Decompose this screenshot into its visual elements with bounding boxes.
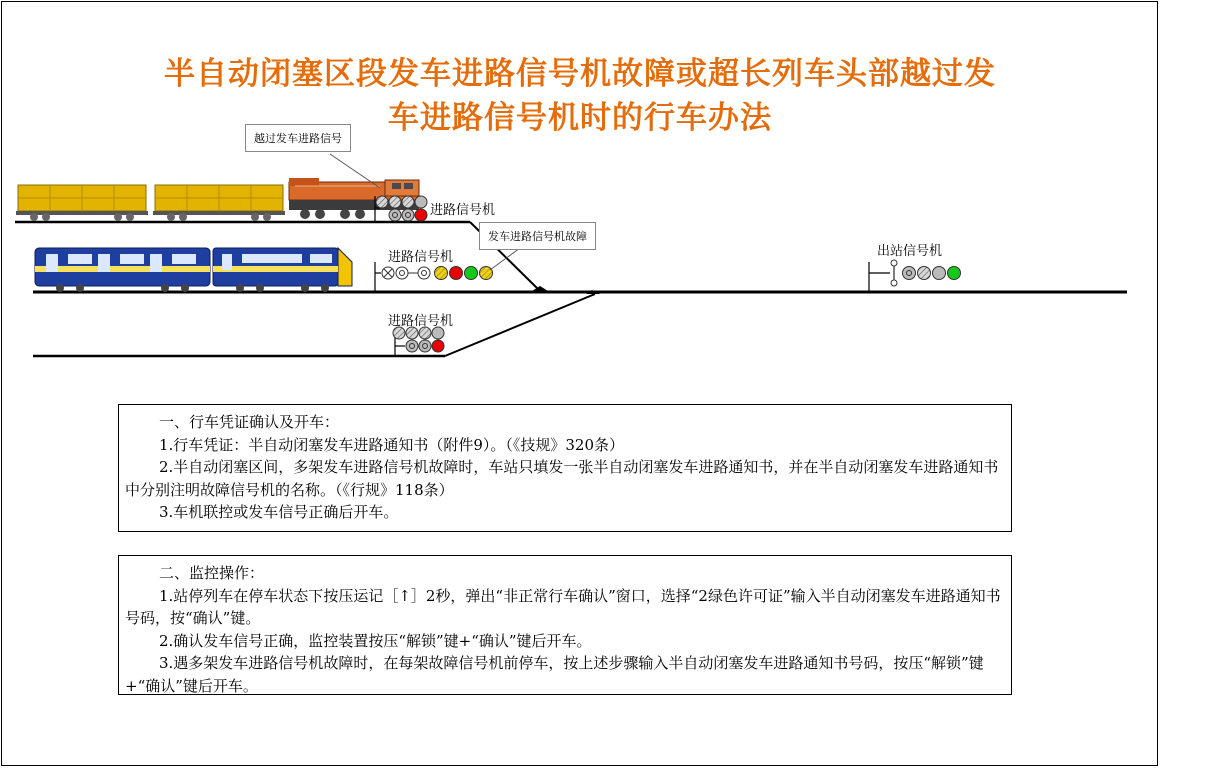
section-2-item-2: 2.确认发车信号正确，监控装置按压“解锁”键+“确认”键后开车。 bbox=[159, 631, 592, 650]
callout-middle: 发车进路信号机故障 bbox=[479, 222, 596, 250]
signal-top-label: 进路信号机 bbox=[430, 203, 496, 218]
signal-middle bbox=[375, 262, 493, 292]
section-2-box bbox=[118, 555, 1012, 695]
section-1-item-2: 2.半自动闭塞区间，多架发车进路信号机故障时，车站只填发一张半自动闭塞发车进路通知书，并在半自动闭塞发车进路通知书中分别注明故障信号机的名称。（《行规》118条） bbox=[125, 458, 999, 499]
title-line-1: 半自动闭塞区段发车进路信号机故障或超长列车头部越过发 bbox=[164, 56, 996, 92]
freight-car-2 bbox=[153, 185, 285, 221]
section-2-item-1: 1.站停列车在停车状态下按压运记［↑］2秒，弹出“非正常行车确认”窗口，选择“2绿色许可证”输入半自动闭塞发车进路通知书号码，按“确认”键。 bbox=[125, 586, 1001, 627]
signal-bottom bbox=[393, 327, 444, 356]
signal-middle-label: 进路信号机 bbox=[388, 250, 454, 265]
section-1-box bbox=[118, 404, 1012, 532]
section-1-item-3: 3.车机联控或发车信号正确后开车。 bbox=[159, 503, 399, 521]
section-1-heading: 一、行车凭证确认及开车： bbox=[159, 413, 340, 431]
section-2-item-3: 3.遇多架发车进路信号机故障时，在每架故障信号机前停车，按上述步骤输入半自动闭塞发车进路通知书号码，按压“解锁”键+“确认”键后开车。 bbox=[125, 654, 984, 695]
callout-top: 越过发车进路信号 bbox=[245, 124, 351, 152]
section-2-heading: 二、监控操作： bbox=[159, 564, 265, 582]
section-1-item-1: 1.行车凭证：半自动闭塞发车进路通知书（附件9）。（《技规》320条） bbox=[159, 435, 624, 454]
exit-signal-label: 出站信号机 bbox=[877, 244, 943, 259]
title-line-2: 车进路信号机时的行车办法 bbox=[388, 100, 772, 136]
signal-exit bbox=[869, 260, 961, 292]
emu-train bbox=[35, 248, 352, 292]
signal-bottom-label: 进路信号机 bbox=[388, 314, 454, 329]
freight-car-1 bbox=[16, 185, 148, 221]
